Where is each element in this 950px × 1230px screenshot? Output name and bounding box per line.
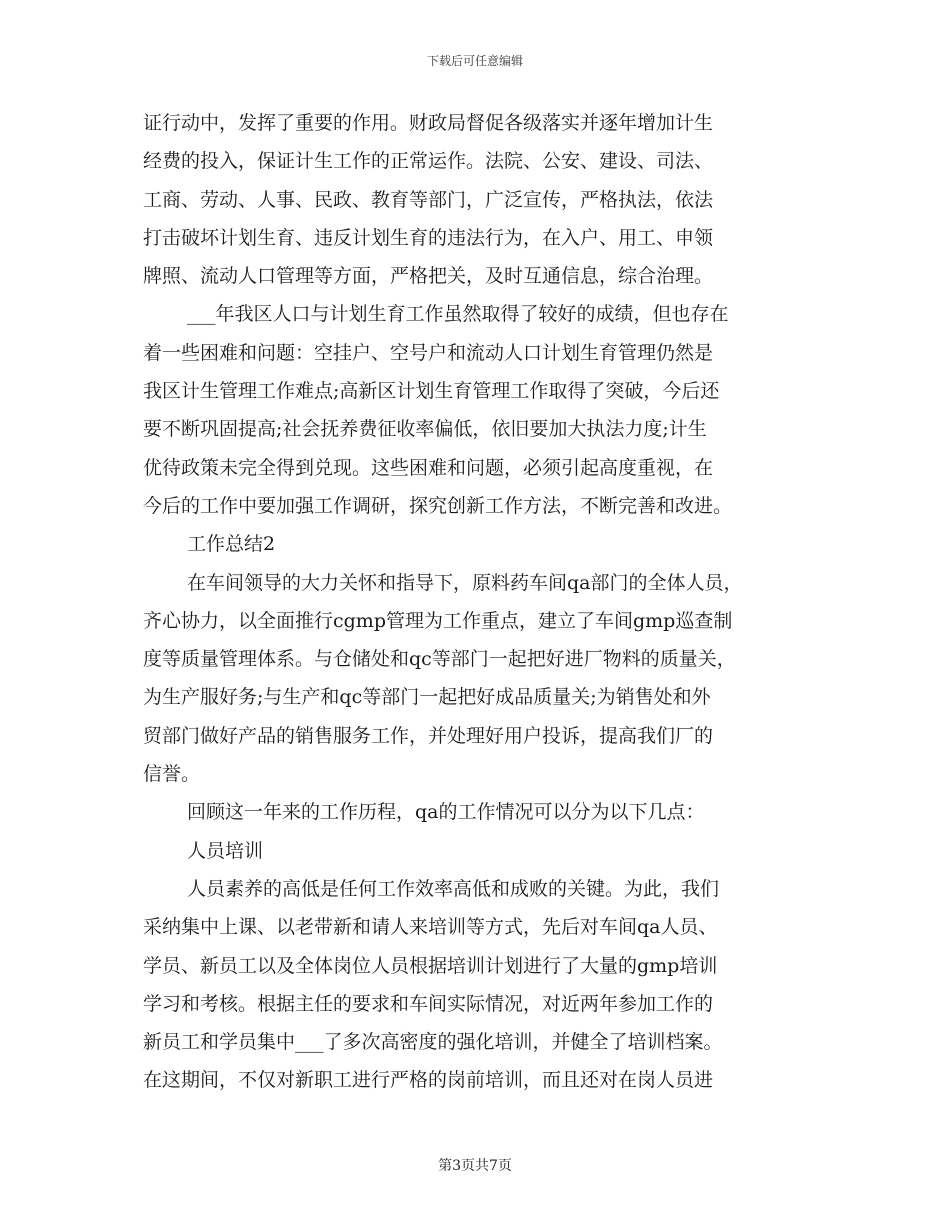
text-line: 人员培训 [187, 839, 264, 862]
text-line: 优待政策未完全得到兑现。这些困难和问题，必须引起高度重视，在 [143, 456, 714, 479]
text-line: 在这期间，不仅对新职工进行严格的岗前培训，而且还对在岗人员进 [143, 1069, 714, 1092]
text-line: 要不断巩固提高;社会抚养费征收率偏低，依旧要加大执法力度;计生 [143, 418, 707, 441]
text-line: 贸部门做好产品的销售服务工作，并处理好用户投诉，提高我们厂的 [143, 724, 714, 747]
text-line: 工作总结2 [187, 533, 276, 556]
page-header: 下载后可任意编辑 [426, 54, 523, 68]
page-footer: 第3页共7页 [438, 1158, 512, 1174]
text-line: 经费的投入，保证计生工作的正常运作。法院、公安、建设、司法、 [143, 150, 714, 173]
text-line: 新员工和学员集中___了多次高密度的强化培训，并健全了培训档案。 [143, 1031, 723, 1054]
text-line: 在车间领导的大力关怀和指导下，原料药车间qa部门的全体人员， [187, 571, 743, 594]
text-line: 工商、劳动、人事、民政、教育等部门，广泛宣传，严格执法，依法 [143, 188, 714, 211]
text-line: ___年我区人口与计划生育工作虽然取得了较好的成绩，但也存在 [187, 303, 729, 326]
text-line: 回顾这一年来的工作历程，qa的工作情况可以分为以下几点： [187, 801, 705, 824]
text-line: 学员、新员工以及全体岗位人员根据培训计划进行了大量的gmp培训 [143, 954, 718, 977]
text-line: 人员素养的高低是任何工作效率高低和成败的关键。为此，我们 [187, 877, 720, 900]
text-line: 学习和考核。根据主任的要求和车间实际情况，对近两年参加工作的 [143, 992, 714, 1015]
text-line: 我区计生管理工作难点;高新区计划生育管理工作取得了突破，今后还 [143, 380, 720, 403]
text-line: 着一些困难和问题：空挂户、空号户和流动人口计划生育管理仍然是 [143, 341, 714, 364]
text-line: 证行动中，发挥了重要的作用。财政局督促各级落实并逐年增加计生 [143, 112, 714, 134]
document-body [143, 104, 813, 1100]
text-line: 度等质量管理体系。与仓储处和qc等部门一起把好进厂物料的质量关， [143, 648, 736, 671]
text-line: 为生产服好务;与生产和qc等部门一起把好成品质量关;为销售处和外 [143, 686, 711, 709]
text-line: 齐心协力，以全面推行cgmp管理为工作重点，建立了车间gmp巡查制 [143, 609, 733, 632]
text-line: 牌照、流动人口管理等方面，严格把关，及时互通信息，综合治理。 [143, 265, 714, 288]
text-line: 打击破坏计划生育、违反计划生育的违法行为，在入户、用工、申领 [143, 226, 714, 249]
text-line: 信誉。 [143, 763, 201, 786]
text-line: 今后的工作中要加强工作调研，探究创新工作方法，不断完善和改进。 [143, 494, 733, 517]
text-line: 采纳集中上课、以老带新和请人来培训等方式，先后对车间qa人员、 [143, 916, 718, 939]
